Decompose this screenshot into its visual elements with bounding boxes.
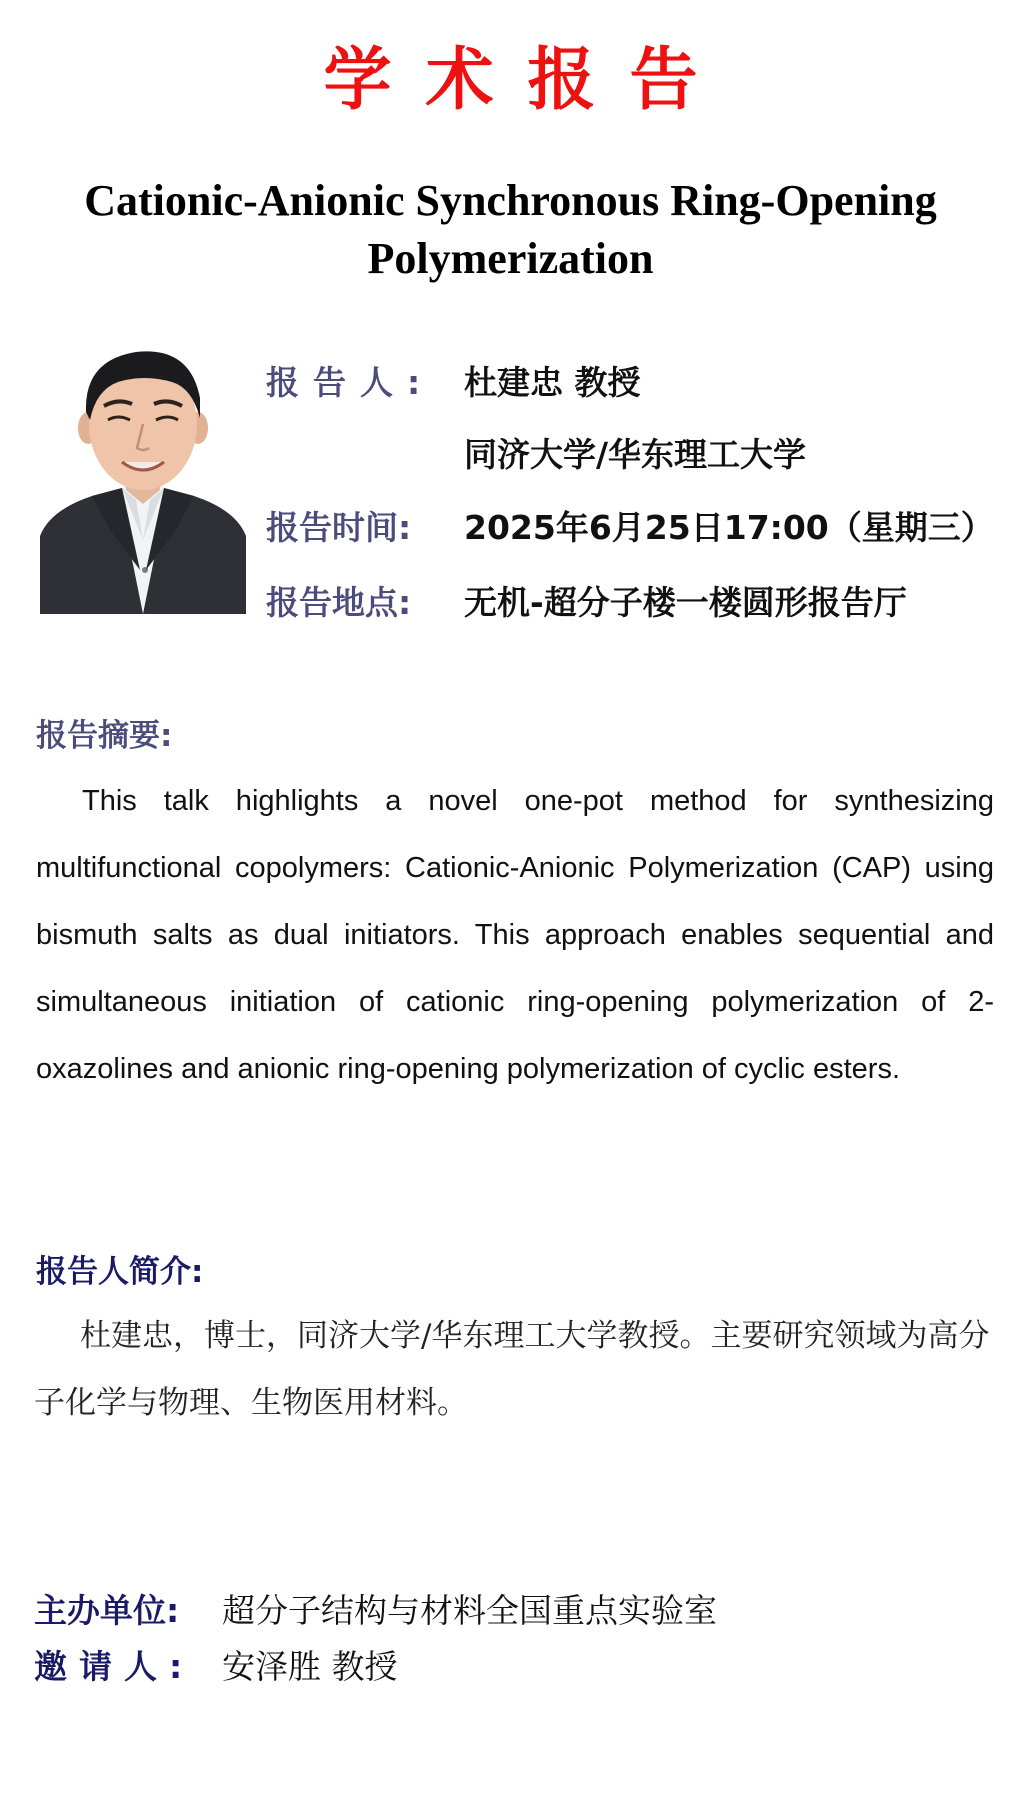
speaker-name: 杜建忠 教授 [464,363,641,402]
talk-title: Cationic-Anionic Synchronous Ring-Opening Polymerization [84,176,937,283]
inviter-label: 邀请人: [34,1647,195,1686]
abstract-text: This talk highlights a novel one-pot method for synthesizing multifunctional copolymers: Cationic-Anionic Polymerization (CAP) using bismuth salts as dual initiators. This approach enables sequential and simultaneous initiation of cationic ring-opening polymerization of 2-oxazolines and anionic ring-opening polymerization of cyclic esters. [36,785,994,1085]
time-row [266,503,994,553]
bio-text: 杜建忠，博士，同济大学/华东理工大学教授。主要研究领域为高分子化学与物理、生物医用材料。 [34,1318,990,1421]
time-value: 2025年6月25日17:00（星期三） [464,508,994,547]
speaker-row [266,358,641,408]
host-value: 超分子结构与材料全国重点实验室 [222,1591,717,1630]
inviter-value: 安泽胜 教授 [222,1647,398,1686]
place-row [266,578,907,628]
place-label: 报告地点: [266,583,412,622]
host-label: 主办单位: [34,1591,180,1630]
speaker-label: 报告人: [266,363,435,402]
abstract-heading: 报告摘要: [36,718,173,754]
inviter-row [34,1641,398,1693]
affiliation-row [266,430,806,480]
bio-heading: 报告人简介: [36,1254,204,1290]
time-label: 报告时间: [266,508,412,547]
place-value: 无机-超分子楼一楼圆形报告厅 [464,583,907,622]
speaker-portrait [40,340,246,614]
poster-title: 学术报告 [323,41,732,120]
host-row [34,1585,717,1637]
speaker-affiliation: 同济大学/华东理工大学 [464,435,807,474]
